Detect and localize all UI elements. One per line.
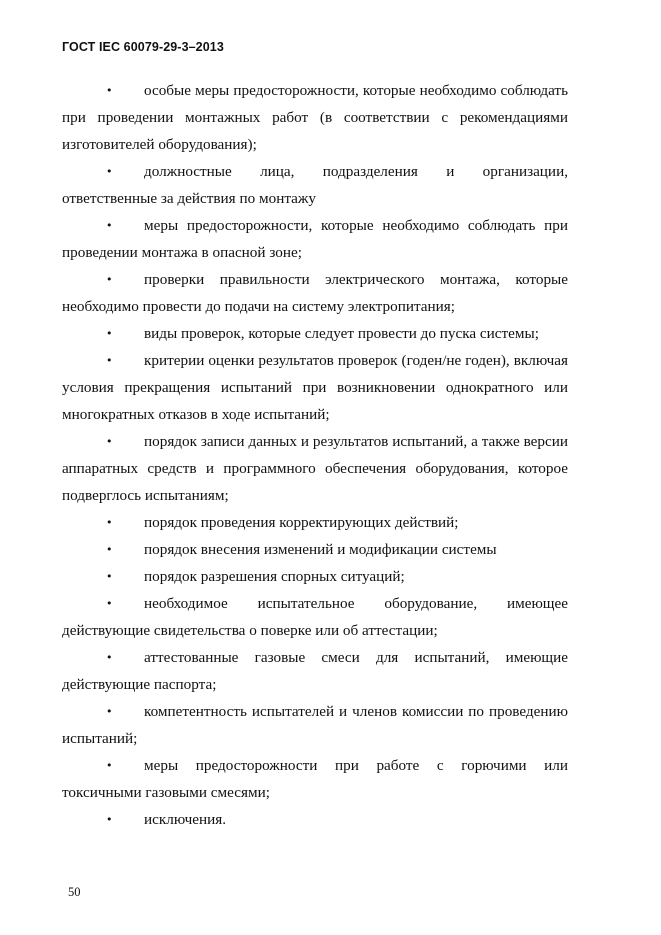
list-item [62, 590, 568, 644]
list-item-text: особые меры предосторожности, которые необходимо соблюдать при проведении монтажных работ (в соответствии с рекомендациями изготовителей оборудования); [62, 82, 568, 153]
list-item [62, 644, 568, 698]
list-item [62, 536, 568, 563]
list-item-text: порядок проведения корректирующих действий; [144, 514, 459, 531]
bullet-icon: • [106, 543, 113, 556]
bullet-icon: • [106, 327, 113, 340]
list-item [62, 212, 568, 266]
list-item [62, 158, 568, 212]
list-item-text: должностные лица, подразделения и организации, ответственные за действия по монтажу [62, 163, 568, 207]
list-item [62, 509, 568, 536]
list-item-text: меры предосторожности, которые необходимо соблюдать при проведении монтажа в опасной зоне; [62, 217, 568, 261]
bullet-icon: • [106, 651, 113, 664]
bullet-icon: • [106, 165, 113, 178]
bullet-icon: • [106, 516, 113, 529]
bullet-list [62, 77, 568, 833]
list-item-text: необходимое испытательное оборудование, имеющее действующие свидетельства о поверке или об аттестации; [62, 595, 568, 639]
list-item-text: проверки правильности электрического монтажа, которые необходимо провести до подачи на систему электропитания; [62, 271, 568, 315]
list-item-text: аттестованные газовые смеси для испытаний, имеющие действующие паспорта; [62, 649, 568, 693]
bullet-icon: • [106, 759, 113, 772]
bullet-icon: • [106, 354, 113, 367]
list-item-text: порядок записи данных и результатов испытаний, а также версии аппаратных средств и программного обеспечения оборудования, которое подверглось испытаниям; [62, 433, 568, 504]
bullet-icon: • [106, 570, 113, 583]
bullet-icon: • [106, 84, 113, 97]
list-item [62, 563, 568, 590]
bullet-icon: • [106, 273, 113, 286]
list-item [62, 698, 568, 752]
document-header: ГОСТ IEC 60079-29-3–2013 [62, 40, 224, 54]
page-number: 50 [68, 885, 81, 899]
bullet-icon: • [106, 813, 113, 826]
list-item [62, 428, 568, 509]
bullet-icon: • [106, 219, 113, 232]
list-item-text: порядок разрешения спорных ситуаций; [144, 568, 405, 585]
list-item [62, 752, 568, 806]
bullet-icon: • [106, 705, 113, 718]
list-item [62, 77, 568, 158]
bullet-icon: • [106, 597, 113, 610]
list-item [62, 266, 568, 320]
list-item [62, 347, 568, 428]
list-item-text: компетентность испытателей и членов комиссии по проведению испытаний; [62, 703, 568, 747]
list-item [62, 320, 568, 347]
list-item-text: исключения. [144, 811, 227, 828]
list-item-text: критерии оценки результатов проверок (годен/не годен), включая условия прекращения испытаний при возникновении однократного или многократных отказов в ходе испытаний; [62, 352, 568, 423]
list-item-text: порядок внесения изменений и модификации системы [144, 541, 497, 558]
list-item-text: виды проверок, которые следует провести до пуска системы; [144, 325, 539, 342]
list-item-text: меры предосторожности при работе с горючими или токсичными газовыми смесями; [62, 757, 568, 801]
list-item [62, 806, 568, 833]
bullet-icon: • [106, 435, 113, 448]
